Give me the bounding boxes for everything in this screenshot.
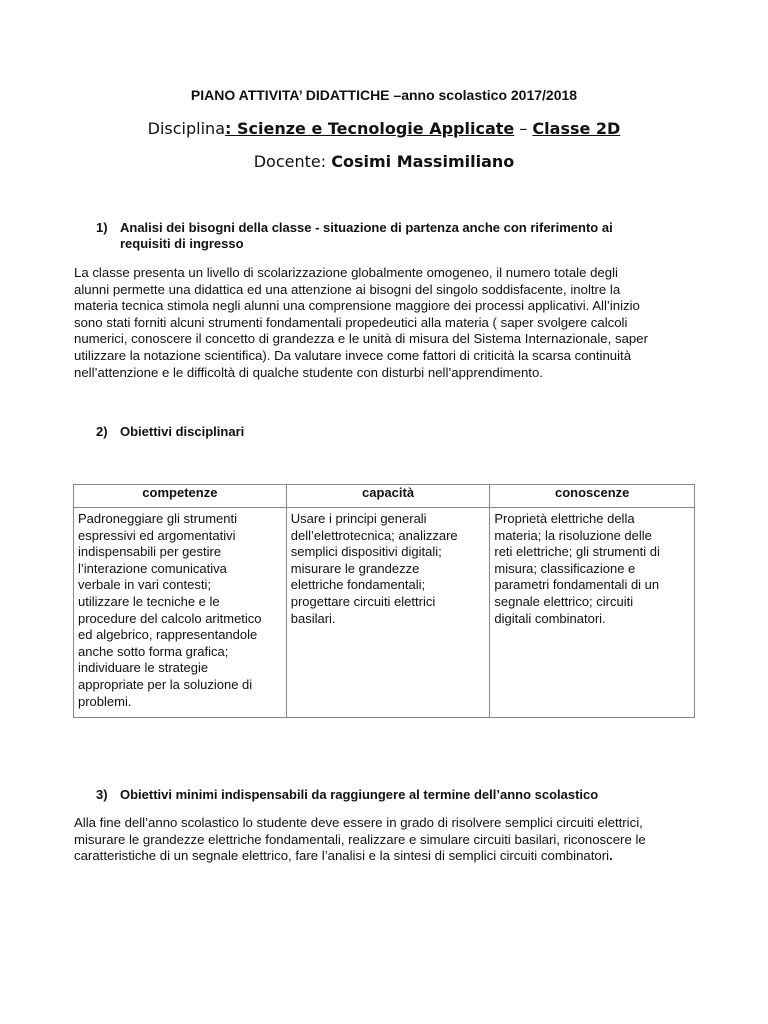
- section1-line: utilizzare la notazione scientifica). Da valutare invece come fattori di criticità la scarsa continuità: [74, 347, 632, 363]
- cell-line: digitali combinatori.: [494, 610, 606, 626]
- document-title: PIANO ATTIVITA’ DIDATTICHE –anno scolastico 2017/2018: [190, 87, 578, 103]
- section3-heading-text: Obiettivi minimi indispensabili da raggiungere al termine dell’anno scolastico: [120, 787, 599, 802]
- section2-number: 2): [96, 424, 108, 439]
- cell-line: procedure del calcolo aritmetico: [78, 610, 262, 626]
- section3-number: 3): [96, 787, 108, 802]
- cell-line: semplici dispositivi digitali;: [290, 544, 442, 560]
- section1-line: nell’attenzione e le difficoltà di qualche studente con disturbi nell’apprendimento.: [74, 364, 543, 380]
- cell-line: dell’elettrotecnica; analizzare: [290, 527, 458, 543]
- header-capacita: capacità: [286, 485, 490, 508]
- docente-label: Docente:: [253, 152, 332, 171]
- cell-line: Usare i principi generali: [290, 511, 427, 526]
- section1-line: numerici, conoscere il concetto di grandezza e le unità di misura del Sistema Internazionale, saper: [74, 331, 648, 347]
- objectives-table: [73, 484, 695, 718]
- section3-line: caratteristiche di un segnale elettrico, fare l’analisi e la sintesi di semplici circuiti combinatori: [74, 848, 610, 864]
- cell-line: ed algebrico, rappresentandole: [78, 627, 258, 643]
- cell-line: anche sotto forma grafica;: [78, 643, 229, 659]
- cell-line: parametri fondamentali di un: [494, 577, 660, 593]
- cell-conoscenze: [490, 508, 695, 718]
- cell-line: misurare le grandezze: [290, 560, 420, 576]
- cell-line: indispensabili per gestire: [78, 544, 222, 560]
- section3-last-line: [74, 848, 704, 865]
- cell-line: l’interazione comunicativa: [78, 560, 227, 576]
- cell-line: problemi.: [78, 693, 132, 709]
- separator: –: [514, 119, 533, 138]
- section1-line: materia tecnica stimola negli alunni una comprensione maggiore dei processi applicativi. All’inizio: [74, 298, 640, 314]
- section1-heading: [96, 220, 696, 252]
- cell-line: Padroneggiare gli strumenti: [78, 511, 237, 526]
- final-period: .: [609, 848, 613, 864]
- cell-line: misura; classificazione e: [494, 560, 636, 576]
- cell-line: elettriche fondamentali;: [290, 577, 426, 593]
- section2-heading: [96, 424, 696, 440]
- header-competenze: competenze: [74, 485, 287, 508]
- cell-line: basilari.: [290, 610, 336, 626]
- cell-line: Proprietà elettriche della: [494, 511, 635, 526]
- section1-line: alunni permette una didattica ed una attenzione ai bisogni del singolo soddisfacente, inoltre la: [74, 281, 621, 297]
- cell-competenze: [74, 508, 287, 718]
- section1-paragraph: [74, 265, 704, 381]
- section1-heading-line2: requisiti di ingresso: [120, 236, 244, 251]
- disciplina-value: : Scienze e Tecnologie Applicate: [225, 119, 515, 138]
- section1-line: La classe presenta un livello di scolarizzazione globalmente omogeneo, il numero totale degli: [74, 265, 618, 280]
- section3-heading: [96, 787, 696, 803]
- section1-number: 1): [96, 220, 108, 235]
- section3-paragraph: [74, 815, 704, 865]
- cell-line: espressivi ed argomentativi: [78, 527, 236, 543]
- classe-value: Classe 2D: [532, 119, 621, 138]
- cell-capacita: [286, 508, 490, 718]
- section1-line: sono stati forniti alcuni strumenti fondamentali propedeutici alla materia ( saper svolgere calcoli: [74, 314, 628, 330]
- section2-heading-text: Obiettivi disciplinari: [120, 424, 245, 439]
- cell-line: individuare le strategie: [78, 660, 209, 676]
- cell-line: segnale elettrico; circuiti: [494, 593, 634, 609]
- table-header-row: [74, 485, 695, 508]
- cell-line: progettare circuiti elettrici: [290, 593, 436, 609]
- cell-line: verbale in vari contesti;: [78, 577, 211, 593]
- cell-line: materia; la risoluzione delle: [494, 527, 652, 543]
- docente-line: [0, 152, 768, 171]
- cell-line: reti elettriche; gli strumenti di: [494, 544, 660, 560]
- section3-line: misurare le grandezze elettriche fondamentali, realizzare e simulare circuiti basilari, riconoscere le: [74, 831, 646, 847]
- header-conoscenze: conoscenze: [490, 485, 695, 508]
- docente-value: Cosimi Massimiliano: [331, 152, 515, 171]
- table-row: [74, 508, 695, 718]
- cell-line: appropriate per la soluzione di: [78, 676, 253, 692]
- section3-line: Alla fine dell’anno scolastico lo studente deve essere in grado di risolvere semplici circuiti elettrici,: [74, 815, 643, 830]
- disciplina-line: [0, 119, 768, 138]
- cell-line: utilizzare le tecniche e le: [78, 593, 220, 609]
- section1-heading-line1: Analisi dei bisogni della classe - situazione di partenza anche con riferimento ai: [120, 220, 613, 235]
- disciplina-label: Disciplina: [147, 119, 225, 138]
